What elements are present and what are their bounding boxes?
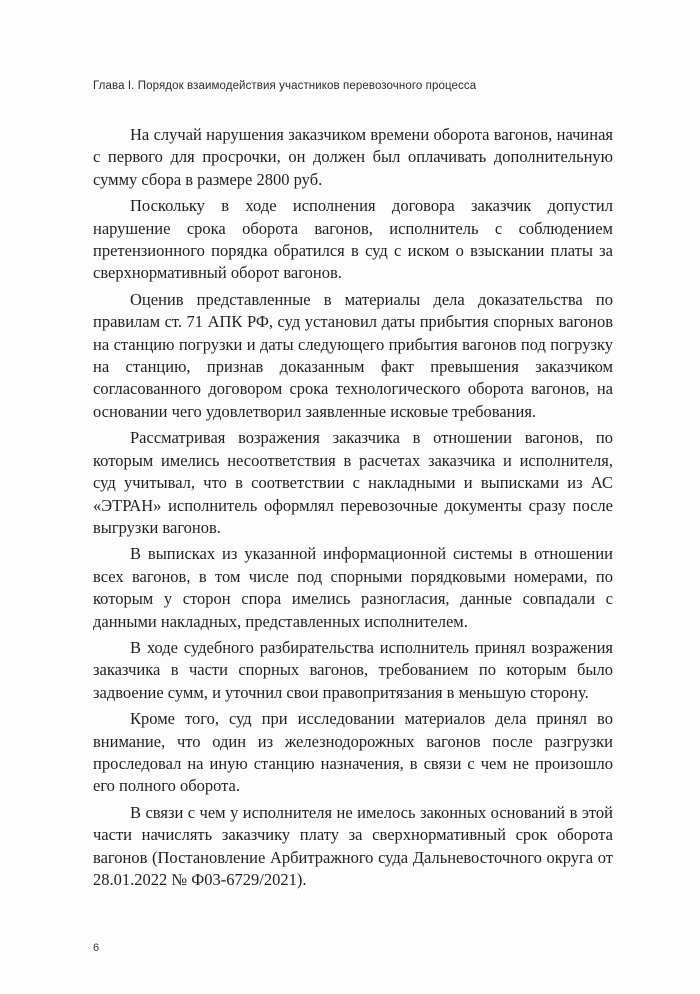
body-text bbox=[93, 124, 613, 895]
paragraph-1: На случай нарушения заказчиком времени оборота вагонов, начиная с первого для просрочки, он должен был оплачивать дополнительную сумму сбора в размере 2800 руб. bbox=[93, 125, 613, 189]
paragraph-2: Поскольку в ходе исполнения договора заказчик допустил нарушение срока оборота вагонов, исполнитель с соблюдением претензионного порядка обратился в суд с иском о взыскании платы за сверхнормативный оборот вагонов. bbox=[93, 196, 613, 283]
page-number: 6 bbox=[93, 942, 100, 954]
paragraph-6: В ходе судебного разбирательства исполнитель принял возражения заказчика в части спорных вагонов, требованием по которым было задвоение сумм, и уточнил свои правопритязания в меньшую сторону. bbox=[93, 637, 613, 702]
paragraph-5: В выписках из указанной информационной системы в отношении всех вагонов, в том числе под спорными порядковыми номерами, по которым у сторон спора имелись разногласия, данные совпадали с данными накладных, представленных исполнителем. bbox=[93, 544, 613, 631]
paragraph-4: Рассматривая возражения заказчика в отношении вагонов, по которым имелись несоответствия в расчетах заказчика и исполнителя, суд учитывал, что в соответствии с накладными и выписками из АС «ЭТРАН» исполнитель оформлял перевозочные документы сразу после выгрузки вагонов. bbox=[93, 428, 613, 537]
paragraph-3: Оценив представленные в материалы дела доказательства по правилам ст. 71 АПК РФ, суд установил даты прибытия спорных вагонов на станцию погрузки и даты следующего прибытия вагонов под погрузку на станцию, признав доказанным факт превышения заказчиком согласованного договором срока технологического оборота вагонов, на основании чего удовлетворил заявленные исковые требования. bbox=[93, 289, 613, 421]
paragraph-8: В связи с чем у исполнителя не имелось законных оснований в этой части начислять заказчику плату за сверхнормативный срок оборота вагонов (Постановление Арбитражного суда Дальневосточного округа от 28.01.2022 № Ф03-6729/2021). bbox=[93, 802, 613, 889]
running-header: Глава I. Порядок взаимодействия участников перевозочного процесса bbox=[93, 80, 477, 92]
paragraph-7: Кроме того, суд при исследовании материалов дела принял во внимание, что один из железнодорожных вагонов после разгрузки проследовал на иную станцию назначения, в связи с чем не произошло его полного оборота. bbox=[93, 709, 613, 796]
